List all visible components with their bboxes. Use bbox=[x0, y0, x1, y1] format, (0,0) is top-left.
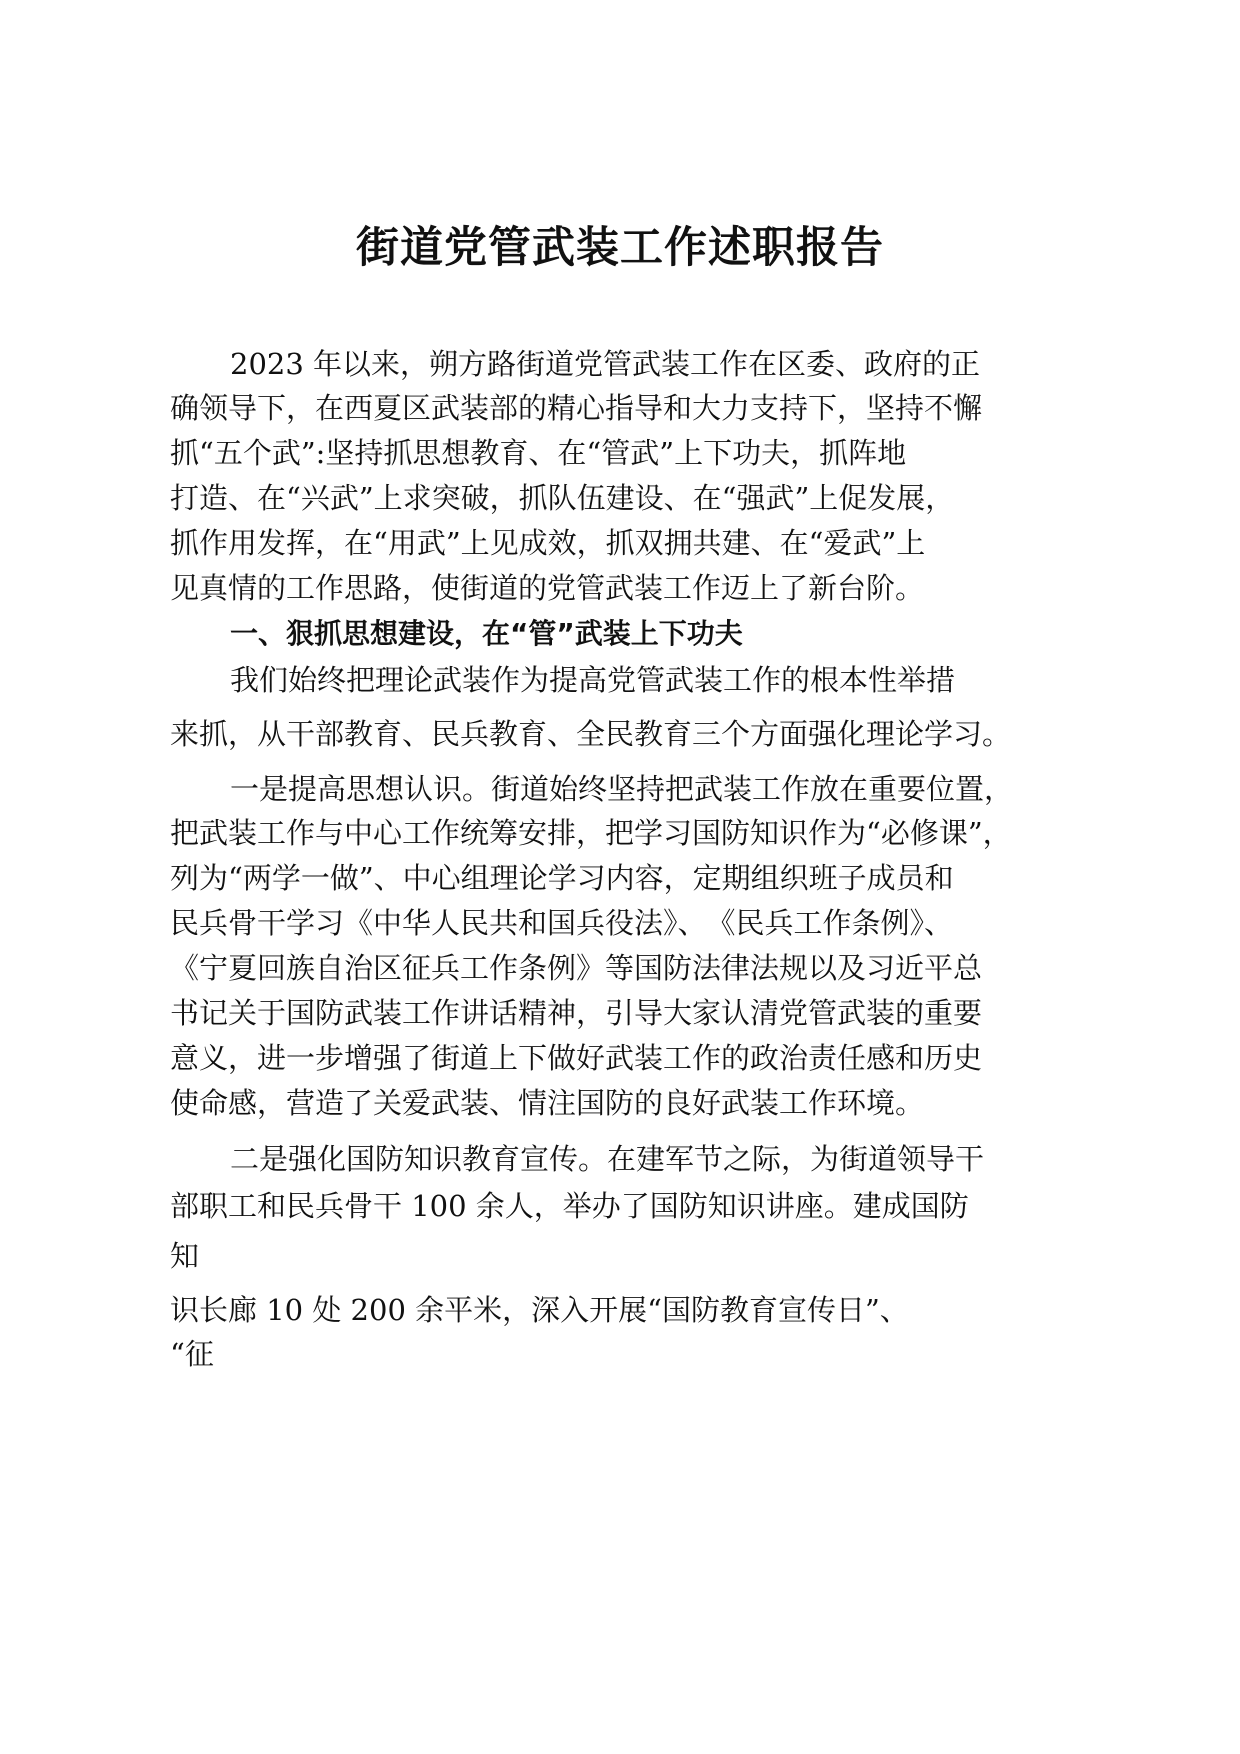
point1-line-7: 意义，进一步增强了街道上下做好武装工作的政治责任感和历史 bbox=[170, 1041, 983, 1075]
section1-line-1: 我们始终把理论武装作为提高党管武装工作的根本性举措 bbox=[230, 663, 956, 697]
point1-line-1: 一是提高思想认识。街道始终坚持把武装工作放在重要位置， bbox=[230, 772, 1014, 806]
intro-line-5: 抓作用发挥，在“用武”上见成效，抓双拥共建、在“爱武”上 bbox=[170, 526, 926, 560]
point2-line-5: “征 bbox=[170, 1337, 214, 1371]
point1-line-3: 列为“两学一做”、中心组理论学习内容，定期组织班子成员和 bbox=[170, 861, 954, 895]
intro-line-2: 确领导下，在西夏区武装部的精心指导和大力支持下，坚持不懈 bbox=[170, 391, 983, 425]
section1-line-2: 来抓，从干部教育、民兵教育、全民教育三个方面强化理论学习。 bbox=[170, 717, 1012, 751]
point1-line-4: 民兵骨干学习《中华人民共和国兵役法》、 《民兵工作条例》、 bbox=[170, 906, 954, 940]
point2-line-3: 知 bbox=[170, 1239, 200, 1273]
point1-line-8: 使命感，营造了关爱武装、情注国防的良好武装工作环境。 bbox=[170, 1086, 925, 1120]
document-title: 街道党管武装工作述职报告 bbox=[356, 223, 884, 273]
point2-line-2: 部职工和民兵骨干 100 余人，举办了国防知识讲座。建成国防 bbox=[170, 1189, 969, 1223]
intro-line-4: 打造、在“兴武”上求突破，抓队伍建设、在“强武”上促发展， bbox=[170, 481, 955, 515]
section-heading: 一、狠抓思想建设，在“管”武装上下功夫 bbox=[230, 617, 743, 650]
point2-line-4: 识长廊 10 处 200 余平米，深入开展“国防教育宣传日”、 bbox=[170, 1293, 909, 1327]
point1-line-5: 《宁夏回族自治区征兵工作条例》等国防法律法规以及习近平总 bbox=[170, 951, 983, 985]
intro-line-3: 抓“五个武”:坚持抓思想教育、在“管武”上下功夫，抓阵地 bbox=[170, 436, 907, 470]
intro-line-6: 见真情的工作思路，使街道的党管武装工作迈上了新台阶。 bbox=[170, 571, 925, 605]
point1-line-6: 书记关于国防武装工作讲话精神，引导大家认清党管武装的重要 bbox=[170, 996, 983, 1030]
point2-line-1: 二是强化国防知识教育宣传。在建军节之际，为街道领导干 bbox=[230, 1142, 985, 1176]
point1-line-2: 把武装工作与中心工作统筹安排，把学习国防知识作为“必修课”， bbox=[170, 816, 1012, 850]
intro-line-1: 2023 年以来，朔方路街道党管武装工作在区委、政府的正 bbox=[230, 347, 981, 381]
